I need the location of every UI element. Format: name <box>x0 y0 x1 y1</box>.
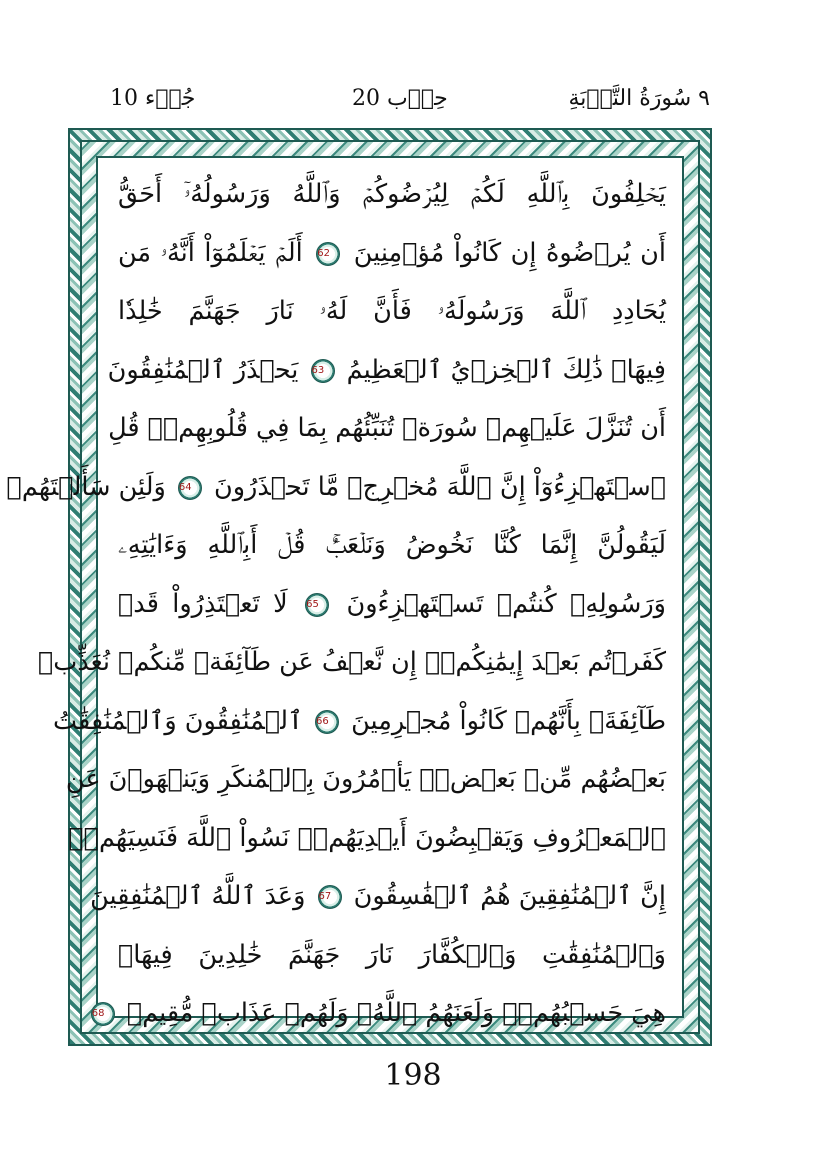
verse-text: أَلَمۡ يَعۡلَمُوٓاْ أَنَّهُۥ مَن <box>118 237 303 268</box>
verse-text: طَآئِفَةَۢ بِأَنَّهُمۡ كَانُواْ مُجۡرِمِينَ <box>351 705 666 736</box>
verse-text: يَحۡلِفُونَ بِٱللَّهِ لَكُمۡ لِيُرۡضُوكُمۡ وَٱللَّهُ وَرَسُولُهُۥٓ أَحَقُّ <box>118 179 666 209</box>
verse-text: إِنَّ ٱلۡمُنَٰفِقِينَ هُمُ ٱلۡفَٰسِقُونَ <box>353 881 666 911</box>
verse-line <box>6 461 666 513</box>
juz-label: جُزۡء 10 <box>110 86 196 111</box>
verse-line <box>91 987 666 1039</box>
verse-lines <box>6 164 666 1028</box>
verse-text: هِيَ حَسۡبُهُمۡۚ وَلَعَنَهُمُ ٱللَّهُۖ وَلَهُمۡ عَذَابٞ مُّقِيمٞ <box>126 998 666 1028</box>
text-panel <box>6 156 684 1028</box>
verse-text: وَرَسُولِهِۦ كُنتُمۡ تَسۡتَهۡزِءُونَ <box>346 588 666 619</box>
page-number: 198 <box>384 1058 442 1093</box>
verse-line <box>118 227 666 279</box>
verse-line <box>53 695 666 747</box>
verse-line <box>118 578 666 630</box>
verse-text: لَا تَعۡتَذِرُواْ قَدۡ <box>118 588 288 619</box>
verse-text: يَحۡذَرُ ٱلۡمُنَٰفِقُونَ <box>107 354 299 385</box>
verse-text: وَلَئِن سَأَلۡتَهُمۡ <box>6 471 166 502</box>
surah-title: ٩ سُورَةُ التَّوۡبَةِ <box>568 86 710 111</box>
ayah-number-marker: 67 <box>318 885 342 909</box>
ayah-number-marker: 63 <box>311 359 335 383</box>
verse-line <box>118 519 666 571</box>
verse-text: أَن تُنَزَّلَ عَلَيۡهِمۡ سُورَةٞ تُنَبِّئُهُم بِمَا فِي قُلُوبِهِمۡۚ قُلِ <box>108 413 666 443</box>
verse-text: بَعۡضُهُم مِّنۢ بَعۡضٖۚ يَأۡمُرُونَ بِٱلۡمُنكَرِ وَيَنۡهَوۡنَ عَنِ <box>65 764 666 794</box>
verse-text: ٱلۡمَعۡرُوفِ وَيَقۡبِضُونَ أَيۡدِيَهُمۡۚ نَسُواْ ٱللَّهَ فَنَسِيَهُمۡۚ <box>68 822 666 853</box>
ayah-number-marker: 66 <box>315 710 339 734</box>
verse-text: وَعَدَ ٱللَّهُ ٱلۡمُنَٰفِقِينَ <box>90 881 306 911</box>
verse-line <box>108 402 666 454</box>
verse-line <box>65 753 666 805</box>
verse-line <box>107 344 666 396</box>
verse-line <box>118 929 666 981</box>
ornamental-border-band <box>6 140 700 1034</box>
verse-text: ٱسۡتَهۡزِءُوٓاْ إِنَّ ٱللَّهَ مُخۡرِجٞ مَّا تَحۡذَرُونَ <box>214 471 666 502</box>
verse-text: وَٱلۡمُنَٰفِقَٰتِ وَٱلۡكُفَّارَ نَارَ جَهَنَّمَ خَٰلِدِينَ فِيهَاۚ <box>118 939 666 970</box>
ayah-number-marker: 64 <box>178 476 202 500</box>
verse-text: يُحَادِدِ ٱللَّهَ وَرَسُولَهُۥ فَأَنَّ لَهُۥ نَارَ جَهَنَّمَ خَٰلِدٗا <box>118 296 666 326</box>
ayah-number-marker: 62 <box>316 242 340 266</box>
page-header <box>70 82 710 118</box>
verse-text: كَفَرۡتُم بَعۡدَ إِيمَٰنِكُمۡۚ إِن نَّعۡفُ عَن طَآئِفَةٖ مِّنكُمۡ نُعَذِّبۡ <box>37 647 666 677</box>
verse-text: ٱلۡمُنَٰفِقُونَ وَٱلۡمُنَٰفِقَٰتُ <box>53 705 303 736</box>
verse-line <box>68 812 666 864</box>
verse-line <box>90 870 666 922</box>
verse-line <box>118 168 666 220</box>
hizb-label: حِزۡب 20 <box>352 86 448 111</box>
verse-text: لَيَقُولُنَّ إِنَّمَا كُنَّا نَخُوضُ وَنَلۡعَبُۚ قُلۡ أَبِٱللَّهِ وَءَايَٰتِهِۦ <box>118 530 666 560</box>
verse-text: أَن يُرۡضُوهُ إِن كَانُواْ مُؤۡمِنِينَ <box>353 237 666 268</box>
verse-line <box>118 285 666 337</box>
verse-text: فِيهَاۚ ذَٰلِكَ ٱلۡخِزۡيُ ٱلۡعَظِيمُ <box>346 354 666 385</box>
ayah-number-marker: 68 <box>91 1002 115 1026</box>
ayah-number-marker: 65 <box>305 593 329 617</box>
verse-line <box>37 636 666 688</box>
ornamental-border <box>6 128 712 1046</box>
